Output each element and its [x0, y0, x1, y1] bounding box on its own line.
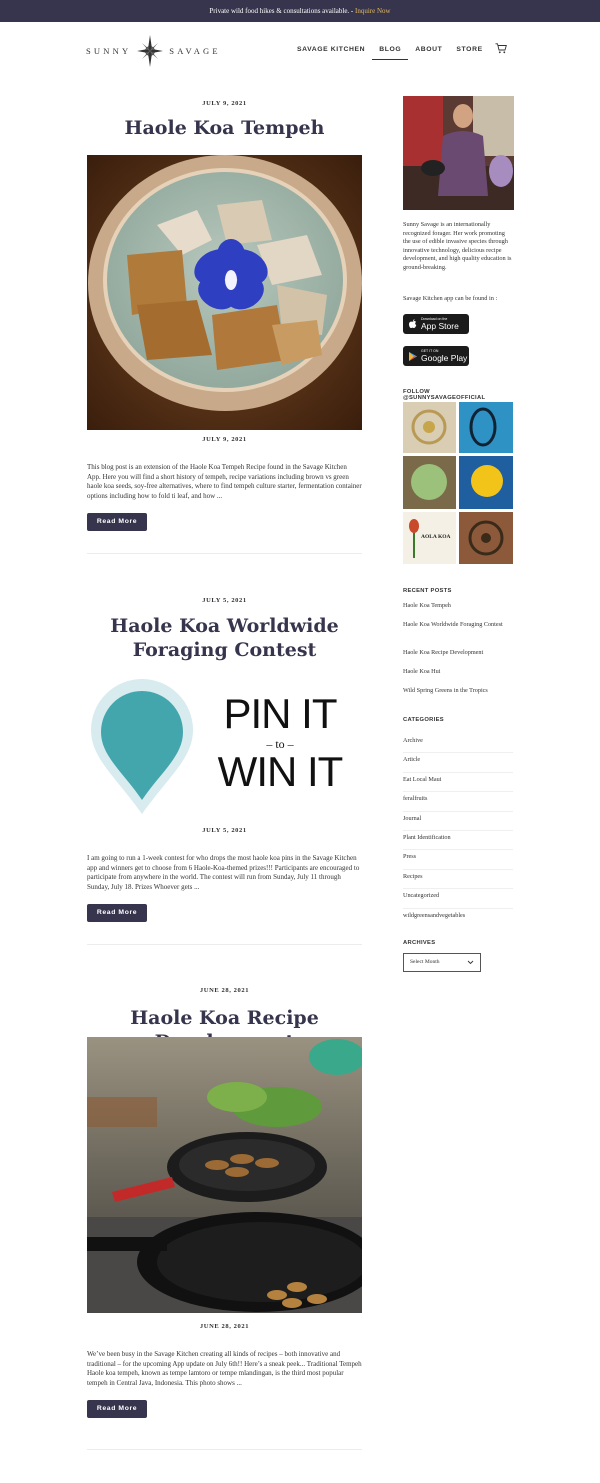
follow-heading: FOLLOW @SUNNYSAVAGEOFFICIAL: [403, 389, 486, 401]
read-more-button[interactable]: Read More: [87, 513, 147, 531]
site-header: [0, 22, 600, 80]
category-link[interactable]: Recipes: [403, 870, 513, 889]
google-play-icon: [409, 352, 417, 361]
sunny-portrait-photo: [403, 96, 514, 210]
instagram-post[interactable]: [459, 456, 513, 509]
instagram-caption: AOLA KOA: [421, 534, 451, 540]
site-logo[interactable]: [86, 35, 221, 67]
archives-heading: ARCHIVES: [403, 940, 436, 946]
category-link[interactable]: wildgreensandvegetables: [403, 911, 466, 919]
post-excerpt: I am going to run a 1-week contest for who drops the most haole koa pins in the Savage Kitchen app and winners get to choose from 6 Haole-Koa-themed prizes!!! Participants are encouraged to participate from anywhere in the world. The contest will run from Sunday, July 11 through Sunday, July 18. Prizes Whoever gets ...: [87, 854, 360, 891]
recent-post-link[interactable]: Haole Koa Hui: [403, 668, 441, 675]
category-link[interactable]: Archive: [403, 734, 513, 753]
read-more-button[interactable]: Read More: [87, 904, 147, 922]
post-date: JULY 5, 2021: [202, 597, 247, 604]
logo-word-left: SUNNY: [86, 46, 132, 56]
post-title[interactable]: Haole Koa Worldwide Foraging Contest: [110, 615, 339, 661]
to-text: – to –: [266, 737, 294, 751]
instagram-post[interactable]: [403, 456, 456, 509]
inquire-link[interactable]: Inquire Now: [355, 7, 391, 15]
post-divider: [87, 1449, 362, 1450]
instagram-post[interactable]: [459, 512, 513, 564]
skillet-image[interactable]: [87, 1037, 362, 1313]
category-link[interactable]: Eat Local Maui: [403, 773, 513, 792]
logo-word-right: SAVAGE: [169, 46, 221, 56]
post-divider: [87, 944, 362, 945]
nav-about[interactable]: ABOUT: [415, 46, 443, 53]
post-2-meta: [87, 827, 362, 922]
announcement-bar: [0, 0, 600, 22]
nav-store[interactable]: STORE: [456, 46, 483, 53]
post-date: JUNE 28, 2021: [199, 987, 250, 994]
archives-select-value: Select Month: [410, 959, 440, 965]
sidebar-bio: Sunny Savage is an internationally recognized forager. Her work promoting the use of edible invasive species through innovative technology, delicious recipe development, and high quality education is ground-breaking.: [403, 221, 512, 271]
instagram-post[interactable]: [403, 402, 456, 453]
post-haole-koa-tempeh: [87, 100, 362, 140]
read-more-button[interactable]: Read More: [87, 1400, 147, 1418]
category-link[interactable]: Press: [403, 850, 513, 869]
apple-icon: [409, 319, 417, 329]
post-date-below: JULY 9, 2021: [202, 436, 247, 443]
category-link[interactable]: Uncategorized: [403, 889, 513, 908]
recent-post-link[interactable]: Wild Spring Greens in the Tropics: [403, 687, 488, 694]
chevron-down-icon: [467, 954, 474, 971]
app-store-button[interactable]: [403, 314, 469, 334]
post-1-meta: [87, 436, 362, 531]
google-play-button[interactable]: [403, 346, 469, 366]
cart-icon[interactable]: [495, 43, 507, 54]
recent-post-link[interactable]: Haole Koa Worldwide Foraging Contest: [403, 621, 503, 628]
category-link[interactable]: feralfruits: [403, 792, 513, 811]
instagram-post[interactable]: [459, 402, 513, 453]
post-title[interactable]: Haole Koa Tempeh: [124, 117, 325, 139]
category-link[interactable]: Plant Identification: [403, 831, 513, 850]
tempeh-bowl-image[interactable]: [87, 155, 362, 430]
appstore-small: Download on the: [421, 317, 448, 321]
instagram-post[interactable]: [403, 512, 456, 564]
appstore-big: App Store: [421, 320, 459, 331]
post-divider: [87, 553, 362, 554]
announcement-text: Private wild food hikes & consultations available. -: [209, 7, 356, 15]
googleplay-small: GET IT ON: [421, 349, 439, 353]
post-excerpt: We’ve been busy in the Savage Kitchen creating all kinds of recipes – both innovative and traditional – for the upcoming App update on July 6th!! Here’s a sneak peek... Traditional Tempeh Haole koa tempeh, known as tempe lamtoro or tempe mlandingan, is the third most popular tempeh in Central Java, Indonesia. This photo shows ...: [87, 1350, 362, 1387]
recent-posts-heading: RECENT POSTS: [403, 588, 452, 594]
sidebar-app-text: Savage Kitchen app can be found in :: [403, 295, 498, 302]
pin-it-win-it-image[interactable]: [87, 676, 362, 818]
recent-post-link[interactable]: Haole Koa Recipe Development: [403, 649, 484, 656]
googleplay-big: Google Play: [421, 352, 468, 363]
post-excerpt: This blog post is an extension of the Haole Koa Tempeh Recipe found in the Savage Kitchen App. Here you will find a short history of tempeh, recipe variations including brown vs green haole koa seeds, soy-free alternatives, where to find tempeh culture starter, fermentation container options including how to fold ti leaf, and how ...: [87, 463, 362, 500]
map-pin-icon: [87, 676, 197, 818]
post-3-meta: [87, 1323, 362, 1418]
post-title[interactable]: Haole Koa Recipe: [130, 1007, 319, 1029]
instagram-grid: [403, 402, 513, 564]
pin-it-text: PIN IT: [223, 690, 337, 737]
post-date-below: JULY 5, 2021: [202, 827, 247, 834]
nav-blog[interactable]: BLOG: [372, 44, 408, 60]
post-date-below: JUNE 28, 2021: [199, 1323, 250, 1330]
win-it-text: WIN IT: [217, 748, 343, 795]
compass-star-icon: [137, 35, 163, 67]
main-nav: [290, 44, 490, 60]
categories-heading: CATEGORIES: [403, 717, 444, 723]
nav-savage-kitchen[interactable]: SAVAGE KITCHEN: [297, 46, 366, 53]
category-link[interactable]: Article: [403, 753, 513, 772]
recent-post-link[interactable]: Haole Koa Tempeh: [403, 602, 451, 609]
post-date: JULY 9, 2021: [202, 100, 247, 107]
archives-select[interactable]: [403, 953, 481, 972]
post-foraging-contest: [87, 597, 362, 662]
category-link[interactable]: Journal: [403, 812, 513, 831]
